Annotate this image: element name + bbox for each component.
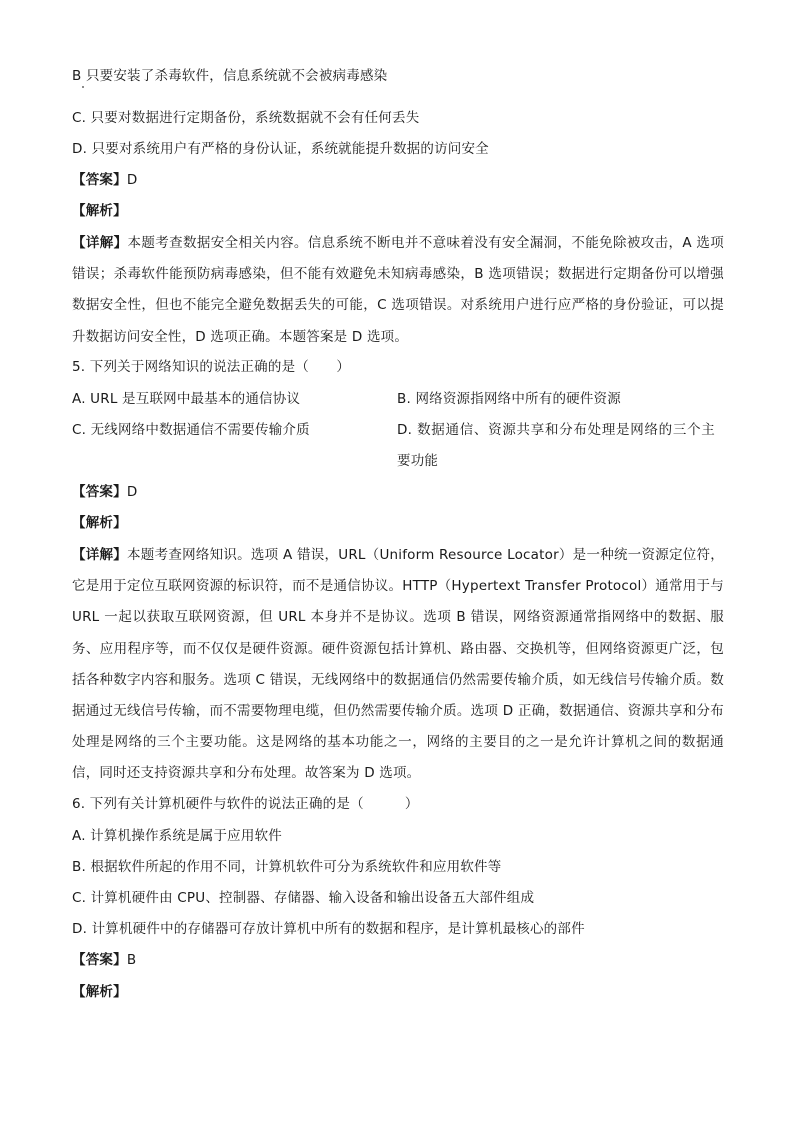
q6-analysis-heading: 【解析】 bbox=[72, 984, 127, 1000]
stray-dot bbox=[82, 86, 84, 88]
answer-value: D bbox=[126, 484, 138, 500]
q4-analysis-heading: 【解析】 bbox=[72, 203, 127, 219]
detail-tag: 【详解】 bbox=[72, 547, 128, 563]
q6-option-d: D. 计算机硬件中的存储器可存放计算机中所有的数据和程序，是计算机最核心的部件 bbox=[72, 921, 585, 937]
q4-answer bbox=[72, 170, 724, 190]
q4-option-c: C. 只要对数据进行定期备份，系统数据就不会有任何丢失 bbox=[72, 110, 420, 126]
answer-value: D bbox=[126, 172, 138, 188]
q5-option-d: D. 数据通信、资源共享和分布处理是网络的三个主要功能 bbox=[397, 422, 715, 470]
q5-option-c: C. 无线网络中数据通信不需要传输介质 bbox=[72, 422, 310, 438]
q5-option-a: A. URL 是互联网中最基本的通信协议 bbox=[72, 391, 301, 407]
q4-option-b: B 只要安装了杀毒软件，信息系统就不会被病毒感染 bbox=[72, 68, 388, 84]
detail-tag: 【详解】 bbox=[72, 235, 128, 251]
q6-option-c: C. 计算机硬件由 CPU、控制器、存储器、输入设备和输出设备五大部件组成 bbox=[72, 890, 535, 906]
q4-option-d: D. 只要对系统用户有严格的身份认证，系统就能提升数据的访问安全 bbox=[72, 141, 489, 157]
q5-answer bbox=[72, 482, 724, 502]
q6-option-a: A. 计算机操作系统是属于应用软件 bbox=[72, 828, 282, 844]
q4-detail bbox=[72, 228, 724, 353]
answer-tag: 【答案】 bbox=[72, 952, 127, 968]
detail-text: 本题考查网络知识。选项 A 错误，URL（Uniform Resource Locator）是一种统一资源定位符，它是用于定位互联网资源的标识符，而不是通信协议。HTTP（Hypertext Transfer Protocol）通常用于与 URL 一起以获取互联网资源，但 URL 本身并不是协议。选项 B 错误，网络资源通常指网络中的数据、服务、应用程序等，而不仅仅是硬件资源。硬件资源包括计算机、路由器、交换机等，但网络资源更广泛，包括各种数字内容和服务。选项 C 错误，无线网络中的数据通信仍然需要传输介质，如无线信号传输介质。数据通过无线信号传输，而不需要物理电缆，但仍然需要传输介质。选项 D 正确，数据通信、资源共享和分布处理是网络的三个主要功能。这是网络的基本功能之一，网络的主要目的之一是允许计算机之间的数据通信，同时还支持资源共享和分布处理。故答案为 D 选项。 bbox=[72, 547, 724, 782]
detail-text: 本题考查数据安全相关内容。信息系统不断电并不意味着没有安全漏洞，不能免除被攻击，A 选项错误；杀毒软件能预防病毒感染，但不能有效避免未知病毒感染，B 选项错误；数据进行定期备份可以增强数据安全性，但也不能完全避免数据丢失的可能，C 选项错误。对系统用户进行应严格的身份验证，可以提升数据访问安全性，D 选项正确。本题答案是 D 选项。 bbox=[72, 235, 724, 345]
q5-stem: 5. 下列关于网络知识的说法正确的是（ ） bbox=[72, 359, 351, 375]
q5-analysis-heading: 【解析】 bbox=[72, 515, 127, 531]
q6-stem: 6. 下列有关计算机硬件与软件的说法正确的是（ ） bbox=[72, 796, 419, 812]
q5-detail bbox=[72, 540, 724, 790]
q5-option-b: B. 网络资源指网络中所有的硬件资源 bbox=[397, 391, 621, 407]
q6-option-b: B. 根据软件所起的作用不同，计算机软件可分为系统软件和应用软件等 bbox=[72, 859, 502, 875]
answer-tag: 【答案】 bbox=[72, 484, 127, 500]
q6-answer bbox=[72, 950, 724, 970]
answer-value: B bbox=[126, 952, 137, 968]
answer-tag: 【答案】 bbox=[72, 172, 127, 188]
